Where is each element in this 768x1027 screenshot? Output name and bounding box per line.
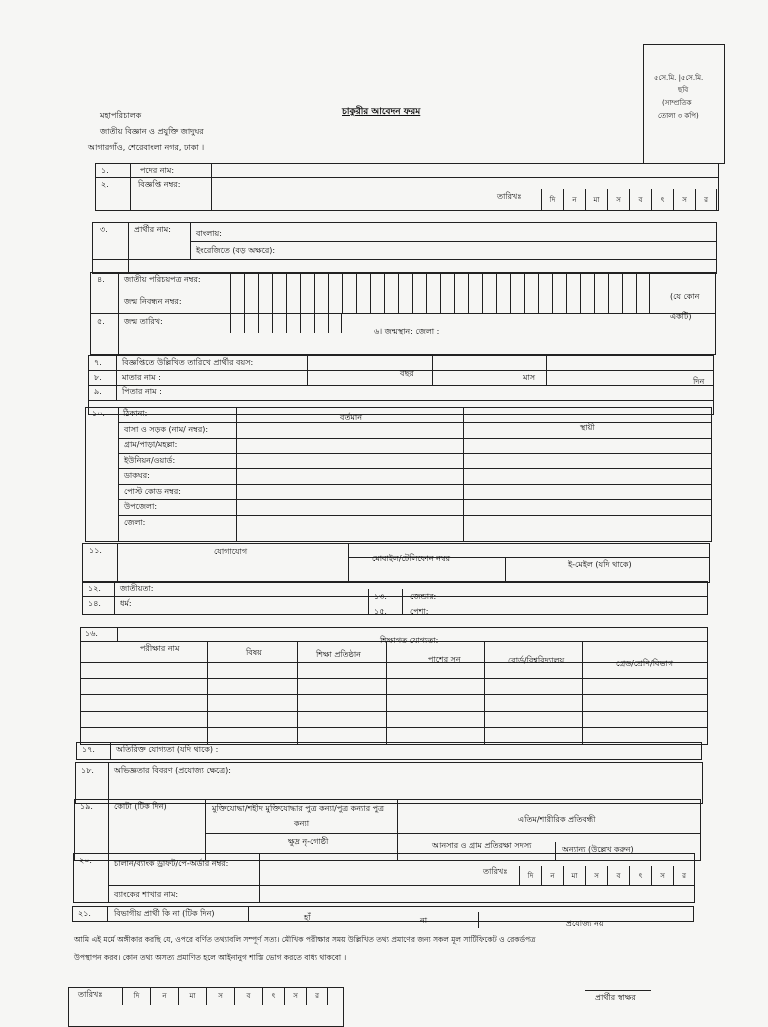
field-10-label: ঠিকানা: — [123, 409, 148, 418]
field-17-num: ১৭. — [82, 745, 95, 754]
field-3-label: প্রার্থীর নাম: — [134, 225, 171, 234]
quota-ethnic[interactable]: ক্ষুদ্র নৃ-গোষ্ঠী — [288, 837, 329, 846]
declaration-line-2: উপস্থাপন করব। কোন তথ্য অসত্য প্রমাণিত হলে আইনানুগ শাস্তি ভোগ করতে বাধ্য থাকবো । — [74, 953, 347, 962]
edu-col-year: পাশের সন — [428, 655, 461, 664]
address-line-3: আগারগাঁও, শেরেবাংলা নগর, ঢাকা । — [88, 143, 205, 152]
edu-col-exam: পরীক্ষার নাম — [140, 644, 180, 653]
photo-note-1: (সাম্প্রতিক — [662, 99, 692, 107]
departmental-yes[interactable]: হাঁ — [304, 913, 311, 922]
addr-row-village: গ্রাম/পাড়া/মহল্লা: — [124, 440, 178, 449]
bank-branch-label: ব্যাংকের শাখার নাম: — [114, 890, 179, 899]
field-5-num: ৫. — [97, 317, 105, 326]
age-year: বছর — [400, 369, 414, 378]
addr-row-house: বাসা ও সড়ক (নাম/ নম্বর): — [124, 425, 209, 434]
signature-label: প্রার্থীর স্বাক্ষর — [595, 993, 636, 1002]
name-english-label[interactable]: ইংরেজিতে (বড় অক্ষরে): — [196, 246, 276, 255]
field-13-label: জেন্ডার: — [410, 592, 437, 601]
field-20-num: ২০. — [79, 856, 92, 865]
field-5-label: জন্ম তারিখ: — [124, 317, 163, 326]
departmental-na[interactable]: প্রযোজ্য নয় — [566, 919, 604, 928]
photo-box — [643, 44, 725, 164]
addr-row-union: ইউনিয়ন/ওয়ার্ড: — [124, 456, 176, 465]
field-12-label: জাতীয়তা: — [120, 584, 154, 593]
field-7-num: ৭. — [94, 358, 102, 367]
address-line-1: মহাপরিচালক — [100, 111, 142, 120]
field-4-label: জাতীয় পরিচয়পত্র নম্বর: — [124, 275, 201, 284]
field-11-label: যোগাযোগ — [214, 547, 248, 556]
quota-freedom-fighter[interactable]: মুক্তিযোদ্ধা/শহীদ মুক্তিযোদ্ধার পুত্র কন্যা/পুত্র কন্যার পুত্র — [212, 804, 384, 813]
field-3-block — [92, 222, 717, 274]
field-4-num: ৪. — [97, 275, 105, 284]
addr-row-district: জেলা: — [124, 518, 146, 527]
birth-reg-label: জন্ম নিবন্ধন নম্বর: — [124, 297, 182, 306]
declaration-line-1: আমি এই মর্মে অঙ্গীকার করছি যে, ওপরে বর্ণিত তথ্যাবলি সম্পূর্ণ সত্য। মৌখিক পরীক্ষার সময় উল্লিখিত তথ্য প্রমাণের জন্য সকল মূল সার্টিফিকেট ও রেকর্ডপত্র — [74, 935, 536, 944]
field-19-label: কোটা (টিক দিন) — [114, 802, 167, 811]
field-18-label: অভিজ্ঞতার বিবরণ (প্রযোজ্য ক্ষেত্রে): — [114, 766, 231, 775]
address-line-2: জাতীয় বিজ্ঞান ও প্রযুক্তি জাদুঘর — [100, 127, 204, 136]
any-one-note-1: (যে কোন — [670, 292, 700, 301]
birth-date-cells[interactable] — [230, 313, 342, 333]
field-15-num: ১৫. — [374, 607, 387, 616]
date-cells-top[interactable]: দি ন মা স ব ৎ স র — [541, 189, 717, 211]
field-9-label: পিতার নাম : — [122, 387, 162, 396]
field-1-num: ১. — [101, 166, 109, 175]
addr-row-postoffice: ডাকঘর: — [124, 471, 150, 480]
field-3-num: ৩. — [100, 225, 108, 234]
addr-row-postcode: পোস্ট কোড নম্বর: — [124, 487, 181, 496]
edu-col-board: বোর্ড/বিশ্ববিদ্যালয় — [508, 656, 565, 665]
field-12-15-block — [82, 581, 708, 615]
field-1-label: পদের নাম: — [140, 166, 175, 175]
id-number-cells[interactable] — [230, 272, 650, 313]
quota-orphan[interactable]: এতিম/শারীরিক প্রতিবন্ধী — [518, 815, 596, 824]
departmental-no[interactable]: না — [420, 916, 428, 925]
age-day: দিন — [693, 377, 705, 386]
field-16-label: শিক্ষাগত যোগ্যতা: — [380, 636, 439, 645]
edu-col-institution: শিক্ষা প্রতিষ্ঠান — [316, 650, 361, 659]
bottom-date-label: তারিখঃ — [78, 990, 103, 999]
field-2-date-label: তারিখঃ — [497, 192, 522, 201]
field-14-label: ধর্ম: — [120, 599, 132, 608]
field-8-num: ৮. — [94, 373, 102, 382]
any-one-note-2: একটি) — [670, 312, 692, 321]
field-14-num: ১৪. — [88, 599, 101, 608]
date-cells-bottom[interactable]: দি ন মা স ব ৎ স র — [519, 866, 695, 886]
field-6-label: ৬। জন্মস্থান: জেলা : — [374, 327, 440, 336]
field-21-label: বিভাগীয় প্রার্থী কি না (টিক দিন) — [114, 909, 215, 918]
photo-note-2: তোলা ৩ কপি) — [658, 112, 699, 120]
field-17-label: অতিরিক্ত যোগ্যতা (যদি থাকে) : — [116, 745, 219, 754]
photo-size: ৫সে.মি. |৫সে.মি. — [654, 74, 704, 82]
field-15-label: পেশা: — [410, 607, 429, 616]
field-7-label: বিজ্ঞপ্তিতে উল্লিখিত তারিখে প্রার্থীর বয়স: — [122, 358, 254, 367]
quota-other[interactable]: অন্যান্য (উল্লেখ করুন) — [562, 845, 634, 854]
mobile-label: মোবাইল/টেলিফোন নম্বর — [372, 554, 451, 563]
address-permanent: স্থায়ী — [580, 423, 595, 432]
email-label: ই-মেইল (যদি থাকে) — [568, 560, 632, 569]
age-month: মাস — [523, 373, 536, 382]
field-12-num: ১২. — [88, 584, 101, 593]
photo-label: ছবি — [678, 86, 689, 94]
field-21-num: ২১. — [78, 909, 91, 918]
address-present: বর্তমান — [340, 413, 362, 422]
edu-col-subject: বিষয় — [246, 648, 262, 657]
name-bangla-label[interactable]: বাংলায়: — [196, 229, 222, 238]
edu-col-grade: গ্রেড/শ্রেণি/বিভাগ — [616, 659, 673, 668]
date-cells-footer[interactable]: দি ন মা স ব ৎ স র — [122, 987, 328, 1005]
field-8-label: মাতার নাম : — [122, 373, 161, 382]
field-11-num: ১১. — [89, 546, 102, 555]
addr-row-upazila: উপজেলা: — [124, 502, 158, 511]
form-title: চাকুরীর আবেদন ফরম — [342, 107, 421, 117]
field-16-num: ১৬. — [85, 629, 98, 638]
field-18-num: ১৮. — [81, 766, 94, 775]
field-2-label: বিজ্ঞপ্তি নম্বর: — [138, 180, 181, 189]
quota-freedom-fighter-2: কন্যা — [294, 819, 310, 828]
field-19-num: ১৯. — [80, 802, 93, 811]
field-9-num: ৯. — [94, 387, 102, 396]
field-20-date-label: তারিখঃ — [483, 867, 508, 876]
field-10-num: ১০. — [92, 409, 105, 418]
field-2-num: ২. — [101, 180, 109, 189]
quota-ansar[interactable]: আনসার ও গ্রাম প্রতিরক্ষা সদস্য — [432, 841, 532, 850]
field-13-num: ১৩. — [374, 592, 387, 601]
field-20-label: চালান/ব্যাংক ড্রাফট/পে-অর্ডার নম্বর: — [114, 859, 229, 868]
